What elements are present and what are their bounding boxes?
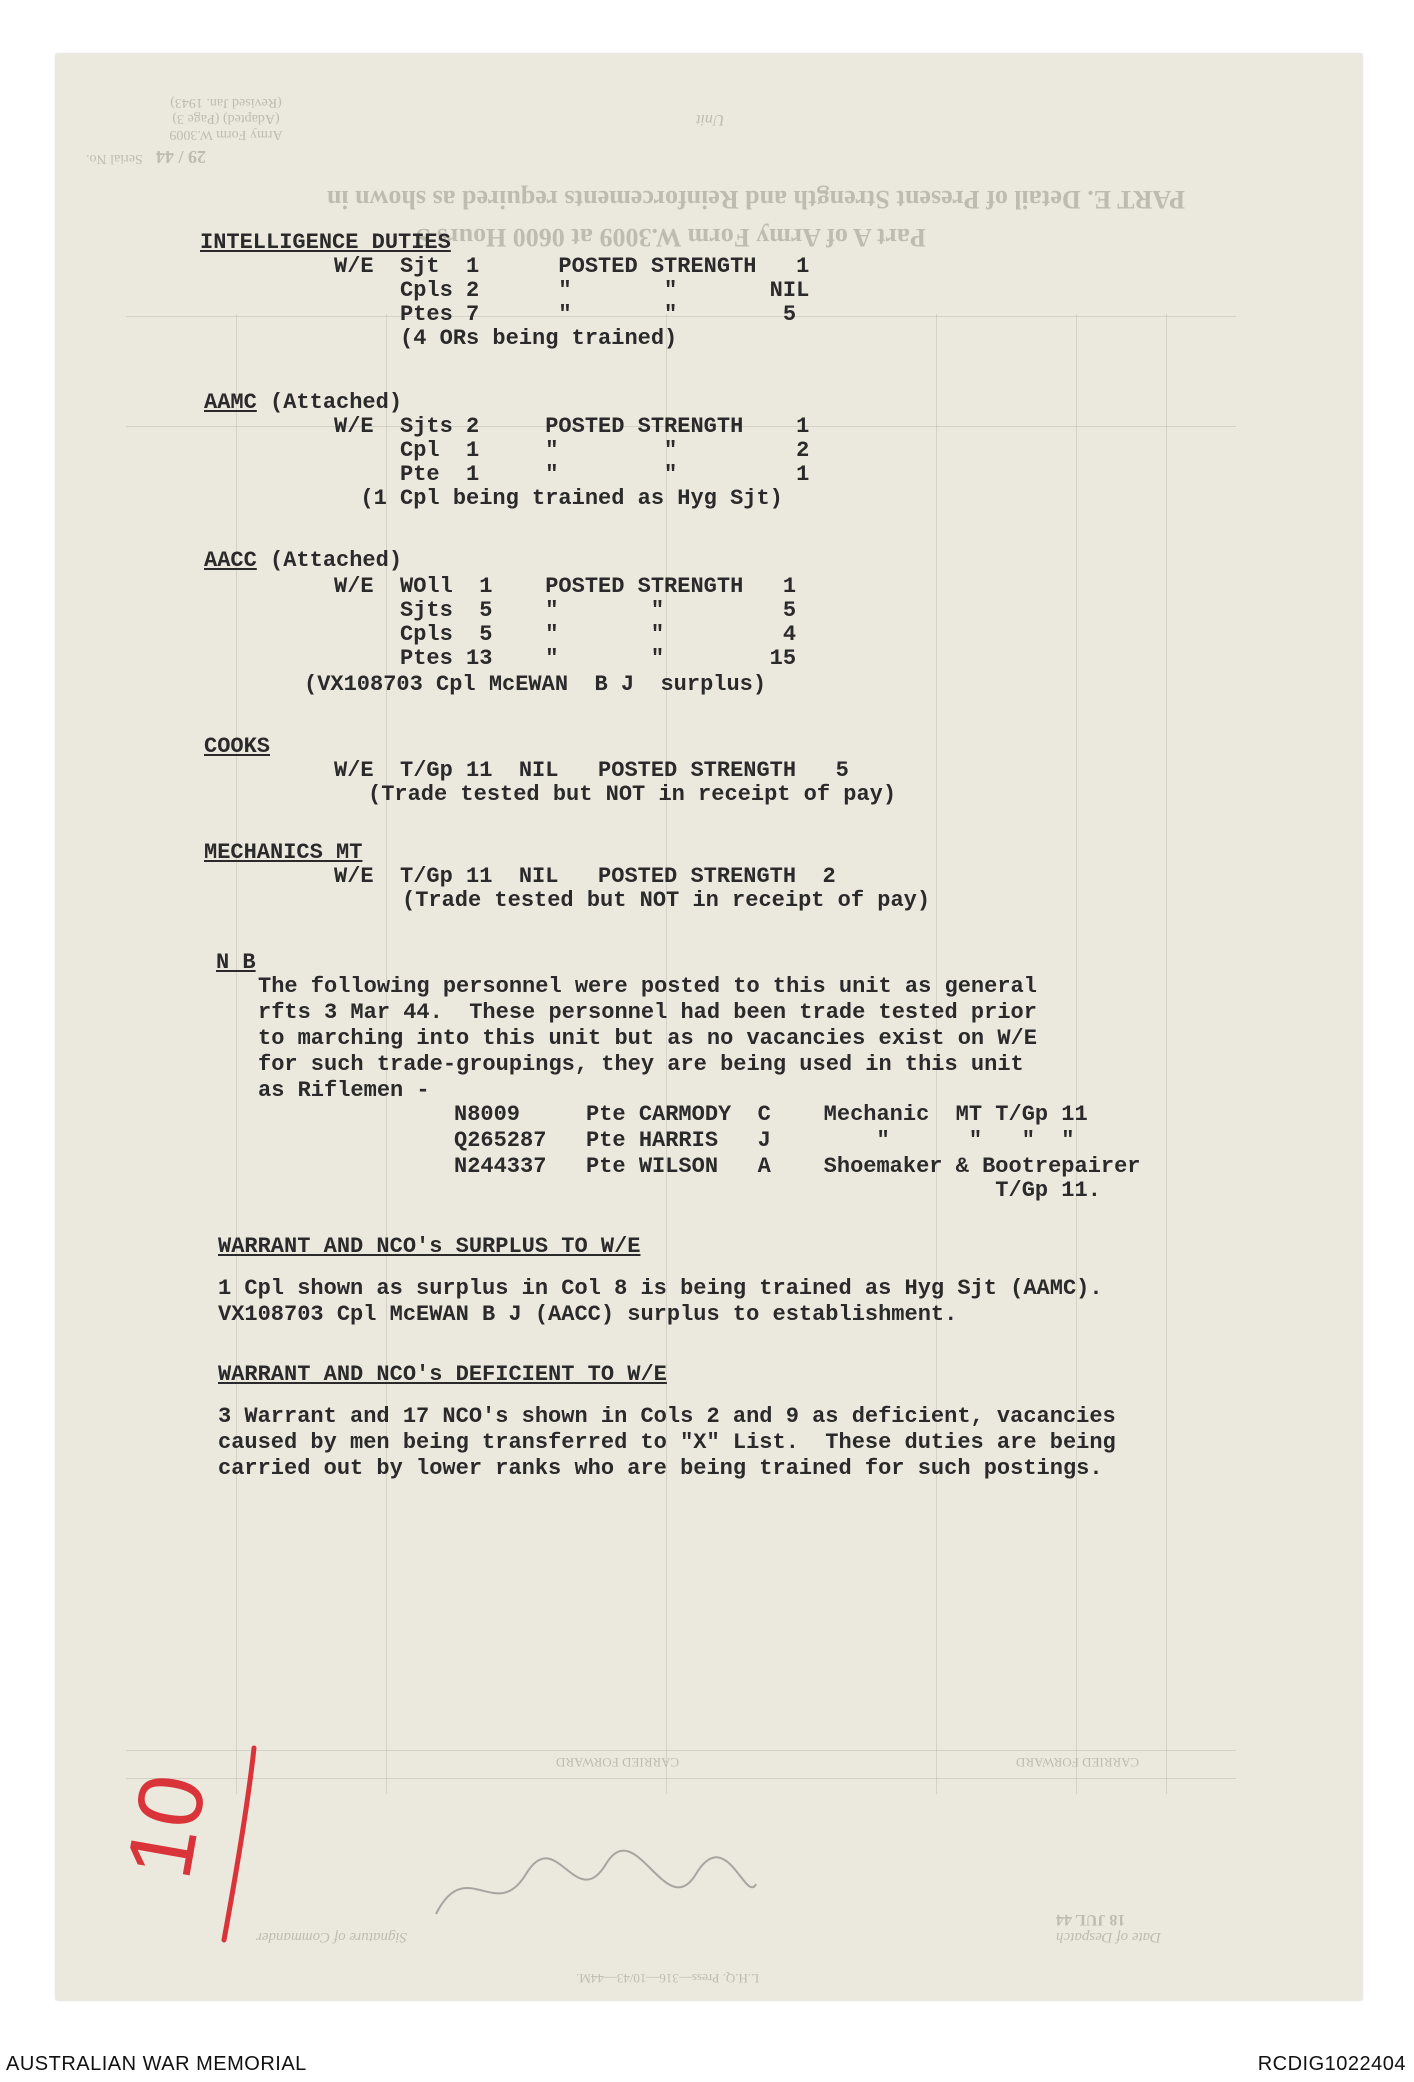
aacc-heading: AACC bbox=[204, 548, 257, 573]
cooks-line: W/E T/Gp 11 NIL POSTED STRENGTH 5 bbox=[334, 758, 849, 783]
bleed-unit-label: Unit bbox=[696, 111, 725, 128]
intel-heading: INTELLIGENCE DUTIES bbox=[200, 230, 451, 255]
deficient-line: 3 Warrant and 17 NCO's shown in Cols 2 and 9 as deficient, vacancies bbox=[218, 1404, 1116, 1429]
nb-line: for such trade-groupings, they are being used in this unit bbox=[258, 1052, 1024, 1077]
personnel-row: T/Gp 11. bbox=[454, 1178, 1101, 1203]
personnel-row: N244337 Pte WILSON A Shoemaker & Bootrepairer bbox=[454, 1154, 1141, 1179]
bleed-serial-value: 29 / 44 bbox=[156, 147, 207, 167]
signature-mark bbox=[426, 1844, 766, 1938]
deficient-heading: WARRANT AND NCO's DEFICIENT TO W/E bbox=[218, 1362, 667, 1387]
bleed-part-heading: PART E. Detail of Present Strength and Reinforcements required as shown in bbox=[326, 185, 1186, 214]
bleed-date-label: Date of Despatch bbox=[1056, 1929, 1161, 1945]
nb-line: as Riflemen - bbox=[258, 1078, 430, 1103]
bleed-rule bbox=[126, 1778, 1236, 1779]
bleed-serial-label: Serial No. bbox=[86, 151, 143, 166]
personnel-row: N8009 Pte CARMODY C Mechanic MT T/Gp 11 bbox=[454, 1102, 1088, 1127]
aamc-heading-suffix: (Attached) bbox=[270, 390, 403, 415]
bleed-carried-forward: CARRIED FORWARD bbox=[1016, 1755, 1140, 1770]
mechanics-line: (Trade tested but NOT in receipt of pay) bbox=[402, 888, 931, 913]
bleed-form-ref: Army Form W.3009 (Adapted) (Page 3) (Revised Jan. 1943) bbox=[169, 95, 283, 142]
aamc-line: (1 Cpl being trained as Hyg Sjt) bbox=[334, 486, 783, 511]
aamc-heading-row bbox=[204, 390, 402, 416]
aacc-line: Ptes 13 " " 15 bbox=[334, 646, 797, 671]
aamc-line: Pte 1 " " 1 bbox=[334, 462, 810, 487]
surplus-line: 1 Cpl shown as surplus in Col 8 is being trained as Hyg Sjt (AAMC). bbox=[218, 1276, 1103, 1301]
aacc-line: W/E WOll 1 POSTED STRENGTH 1 bbox=[334, 574, 797, 599]
bleed-rule bbox=[1166, 314, 1167, 1794]
bleed-printer-line: L.H.Q. Press—316—10/43—44M. bbox=[576, 1971, 760, 1986]
bleed-carried-forward: CARRIED FORWARD bbox=[556, 1755, 680, 1770]
aamc-heading: AAMC bbox=[204, 390, 257, 415]
personnel-row: Q265287 Pte HARRIS J " " " " bbox=[454, 1128, 1075, 1153]
intel-line: Cpls 2 " " NIL bbox=[334, 278, 810, 303]
intel-line: (4 ORs being trained) bbox=[334, 326, 678, 351]
aacc-heading-row bbox=[204, 548, 402, 574]
nb-heading: N B bbox=[216, 950, 256, 975]
aacc-heading-suffix: (Attached) bbox=[270, 548, 403, 573]
mechanics-heading: MECHANICS MT bbox=[204, 840, 363, 865]
surplus-line: VX108703 Cpl McEWAN B J (AACC) surplus to establishment. bbox=[218, 1302, 958, 1327]
cooks-line: (Trade tested but NOT in receipt of pay) bbox=[368, 782, 897, 807]
bleed-part-heading-2: Part A of Army Form W.3009 at 0600 Hours S bbox=[416, 223, 926, 252]
mechanics-line: W/E T/Gp 11 NIL POSTED STRENGTH 2 bbox=[334, 864, 836, 889]
deficient-line: caused by men being transferred to "X" List. These duties are being bbox=[218, 1430, 1116, 1455]
aacc-line: (VX108703 Cpl McEWAN B J surplus) bbox=[304, 672, 767, 697]
aacc-line: Cpls 5 " " 4 bbox=[334, 622, 797, 647]
bleed-rule bbox=[236, 314, 237, 1794]
document-sheet bbox=[56, 54, 1362, 2000]
intel-line: Ptes 7 " " 5 bbox=[334, 302, 797, 327]
bleed-date-value: 18 JUL 44 bbox=[1056, 1911, 1126, 1928]
surplus-heading: WARRANT AND NCO's SURPLUS TO W/E bbox=[218, 1234, 641, 1259]
nb-line: The following personnel were posted to this unit as general bbox=[258, 974, 1037, 999]
aamc-line: W/E Sjts 2 POSTED STRENGTH 1 bbox=[334, 414, 810, 439]
bleed-rule bbox=[126, 1750, 1236, 1751]
red-pencil-number: 10 bbox=[107, 1767, 226, 1886]
nb-line: rfts 3 Mar 44. These personnel had been trade tested prior bbox=[258, 1000, 1037, 1025]
deficient-line: carried out by lower ranks who are being trained for such postings. bbox=[218, 1456, 1103, 1481]
aamc-line: Cpl 1 " " 2 bbox=[334, 438, 810, 463]
red-pencil-stroke bbox=[214, 1744, 274, 1949]
cooks-heading: COOKS bbox=[204, 734, 271, 759]
aacc-line: Sjts 5 " " 5 bbox=[334, 598, 797, 623]
bleed-rule bbox=[1076, 314, 1077, 1794]
intel-line: W/E Sjt 1 POSTED STRENGTH 1 bbox=[334, 254, 810, 279]
footer-left: AUSTRALIAN WAR MEMORIAL bbox=[6, 2053, 307, 2075]
bleed-sig-label: Signature of Commander bbox=[256, 1929, 408, 1945]
footer-right: RCDIG1022404 bbox=[1257, 2053, 1406, 2075]
nb-line: to marching into this unit but as no vacancies exist on W/E bbox=[258, 1026, 1037, 1051]
